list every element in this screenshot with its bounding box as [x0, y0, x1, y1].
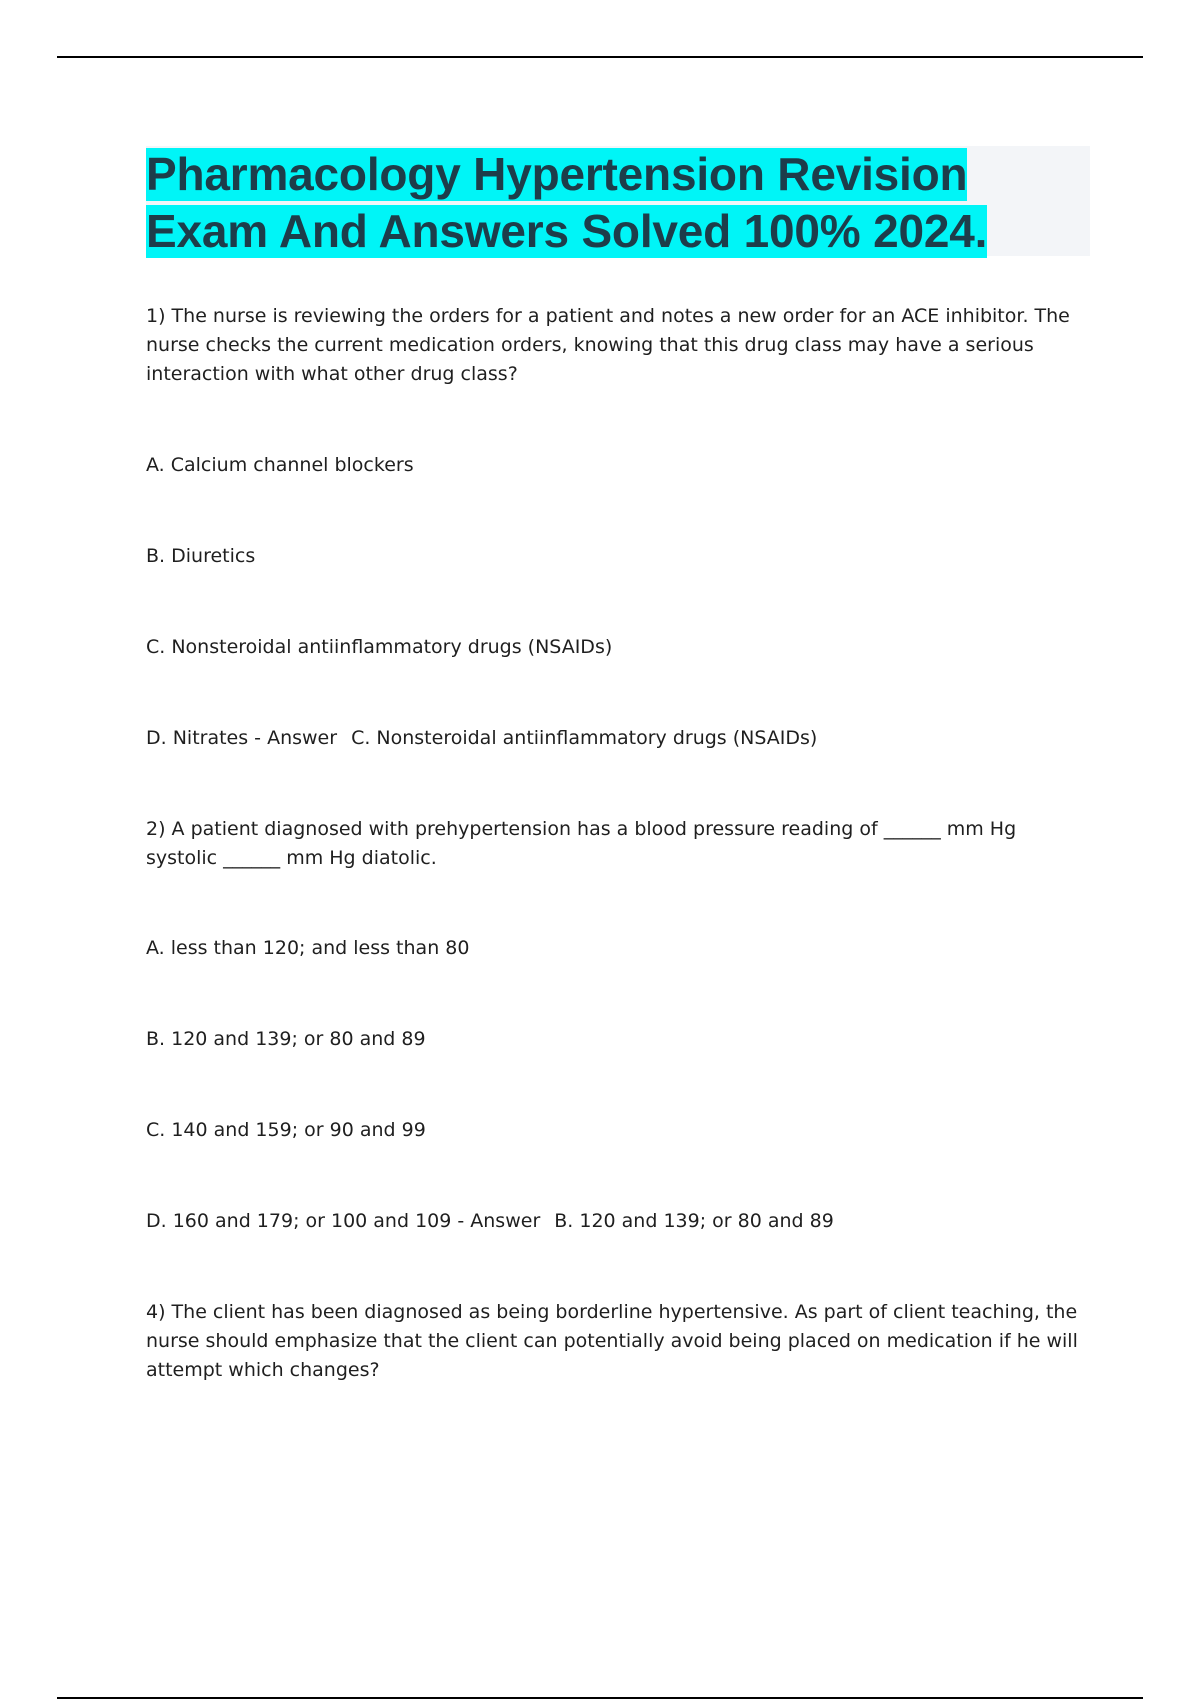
question-2-option-d: D. 160 and 179; or 100 and 109 - Answer: [146, 1210, 541, 1232]
question-4-stem: 4) The client has been diagnosed as being borderline hypertensive. As part of client teaching, the nurse should emphasize that the client can potentially avoid being placed on medication if he will attempt which changes?: [146, 1301, 1078, 1381]
question-2-option-b: B. 120 and 139; or 80 and 89: [146, 1028, 426, 1050]
question-1-option-a: A. Calcium channel blockers: [146, 454, 414, 476]
question-2-answer: B. 120 and 139; or 80 and 89: [554, 1210, 834, 1232]
question-1-option-d-row: [146, 724, 817, 753]
question-2-stem: 2) A patient diagnosed with prehypertension has a blood pressure reading of ______ mm Hg systolic ______ mm Hg diatolic.: [146, 818, 1017, 869]
question-2-option-c: C. 140 and 159; or 90 and 99: [146, 1119, 426, 1141]
title-block: [146, 146, 1090, 256]
top-rule: [57, 56, 1143, 58]
question-1-answer: C. Nonsteroidal antiinflammatory drugs (NSAIDs): [351, 727, 818, 749]
question-1-option-c: C. Nonsteroidal antiinflammatory drugs (NSAIDs): [146, 636, 613, 658]
question-1-option-d: D. Nitrates - Answer: [146, 727, 338, 749]
question-2-option-a: A. less than 120; and less than 80: [146, 937, 470, 959]
bottom-rule: [57, 1697, 1143, 1699]
page-title: [146, 146, 1090, 260]
question-2-option-d-row: [146, 1207, 834, 1236]
question-1-option-b: B. Diuretics: [146, 545, 256, 567]
title-line-2: Exam And Answers Solved 100% 2024.: [146, 205, 988, 257]
question-1-stem: 1) The nurse is reviewing the orders for a patient and notes a new order for an ACE inhibitor. The nurse checks the current medication orders, knowing that this drug class may have a serious interaction with what other drug class?: [146, 305, 1070, 385]
title-line-1: Pharmacology Hypertension Revision: [146, 148, 968, 200]
